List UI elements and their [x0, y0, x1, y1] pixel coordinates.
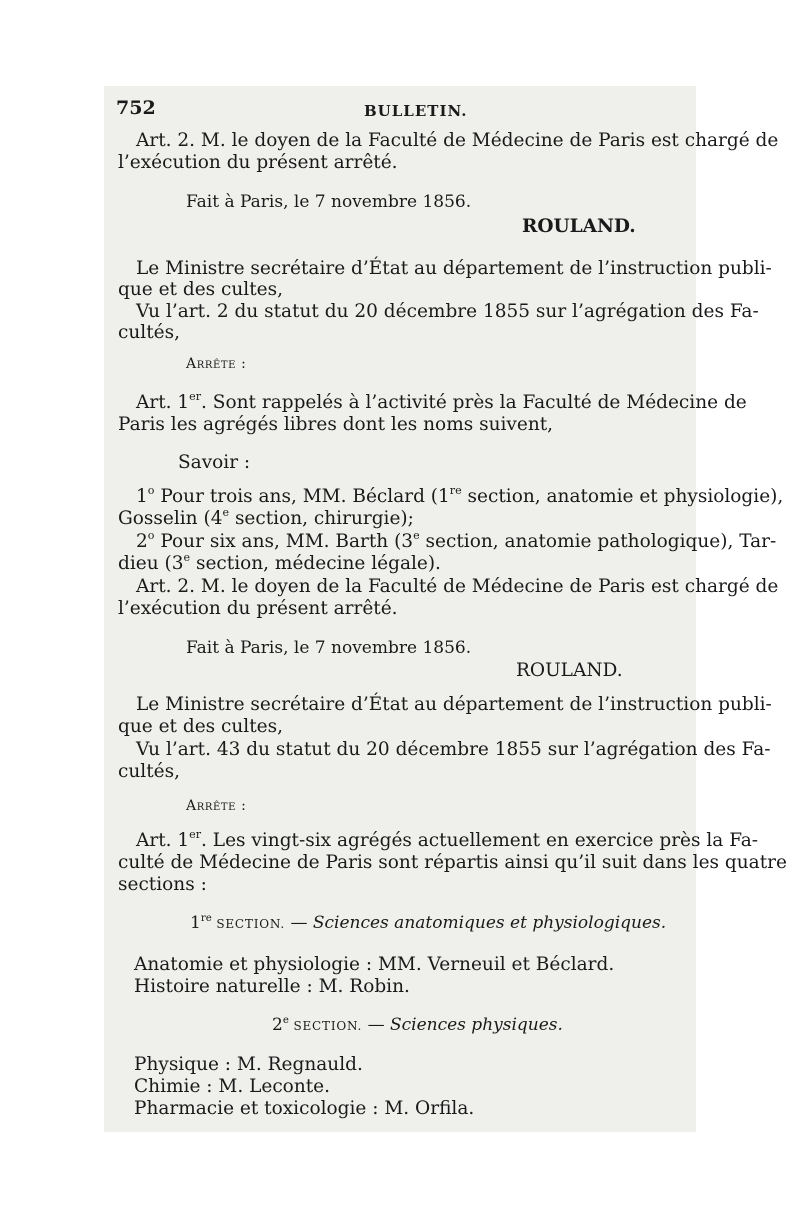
- item-2-line-2-sup: e: [183, 551, 191, 565]
- running-title: BULLETIN.: [364, 102, 468, 120]
- article-1-rest: . Sont rappelés à l’activité près la Faculté de Médecine de: [201, 392, 747, 413]
- item-1-line-2-b: section, chirurgie);: [229, 508, 414, 529]
- article-1b-line-1: [136, 828, 759, 852]
- item-1-line-2: [118, 508, 414, 530]
- item-2-b: section, anatomie pathologique), Tar-: [419, 531, 777, 552]
- section-2-dash: —: [362, 1015, 390, 1035]
- article-1b-line-3: sections :: [118, 874, 207, 895]
- section-2-entry-1: Physique : M. Regnauld.: [134, 1054, 363, 1075]
- article-2b-line-1: Art. 2. M. le doyen de la Faculté de Médecine de Paris est chargé de: [136, 576, 779, 597]
- signature-rouland-2: ROULAND.: [516, 660, 623, 681]
- arrete-label: Arrête :: [186, 356, 247, 372]
- item-2-num: 2: [136, 531, 148, 552]
- section-1-name: Sciences anatomiques et physiologiques.: [312, 913, 667, 933]
- item-2-line-2-b: section, médecine légale).: [190, 553, 441, 574]
- section-2-sup: e: [282, 1014, 289, 1026]
- article-1-line-1: [136, 390, 747, 414]
- item-1-b: section, anatomie et physiologie),: [461, 486, 784, 507]
- section-2-entry-2: Chimie : M. Leconte.: [134, 1076, 331, 1097]
- item-2-sup: o: [147, 529, 155, 543]
- signature-rouland: ROULAND.: [522, 216, 636, 237]
- article-1b-rest: . Les vingt-six agrégés actuellement en exercice près la Fa-: [201, 830, 759, 851]
- article-1b-sup: er: [189, 828, 202, 842]
- item-1-sup2: re: [449, 484, 462, 498]
- item-2-line-2: [118, 553, 441, 575]
- section-2-num: 2: [272, 1015, 283, 1035]
- page-number: 752: [116, 97, 156, 119]
- section-1-entry-2: Histoire naturelle : M. Robin.: [134, 976, 410, 997]
- item-1-sup: o: [147, 484, 155, 498]
- fait-a-paris: Fait à Paris, le 7 novembre 1856.: [186, 192, 472, 212]
- item-2-line-2-a: dieu (3: [118, 553, 184, 574]
- fait-a-paris-2: Fait à Paris, le 7 novembre 1856.: [186, 638, 472, 658]
- article-1b-line-2: culté de Médecine de Paris sont répartis ainsi qu’il suit dans les quatre: [118, 852, 787, 873]
- section-2-label: SECTION.: [288, 1019, 363, 1033]
- item-2-sup2: e: [413, 529, 420, 543]
- section-1-num: 1: [190, 913, 201, 933]
- vu-line-1: Vu l’art. 2 du statut du 20 décembre 1855 sur l’agrégation des Fa-: [136, 301, 759, 322]
- item-2-line-1: [136, 529, 777, 553]
- item-2-a: Pour six ans, MM. Barth (3: [154, 531, 414, 552]
- vu-b-line-2: cultés,: [118, 761, 180, 782]
- item-1-line-2-a: Gosselin (4: [118, 508, 223, 529]
- article-2b-line-2: l’exécution du présent arrêté.: [118, 598, 398, 619]
- minister-line-2: que et des cultes,: [118, 279, 283, 300]
- section-2-name: Sciences physiques.: [389, 1015, 563, 1035]
- section-1-sup: re: [200, 912, 212, 924]
- minister-b-line-2: que et des cultes,: [118, 716, 283, 737]
- section-1-dash: —: [285, 913, 313, 933]
- item-1-line-1: [136, 484, 784, 508]
- article-2-line-2: l’exécution du présent arrêté.: [118, 152, 398, 173]
- item-1-line-2-sup: e: [222, 506, 230, 520]
- section-2-entry-3: Pharmacie et toxicologie : M. Orfila.: [134, 1098, 475, 1119]
- article-1-sup: er: [189, 390, 202, 404]
- section-1-label: SECTION.: [211, 917, 286, 931]
- vu-line-2: cultés,: [118, 322, 180, 343]
- article-2-line-1: Art. 2. M. le doyen de la Faculté de Médecine de Paris est chargé de: [136, 130, 779, 151]
- section-2-heading: [272, 1014, 563, 1037]
- minister-line-1: Le Ministre secrétaire d’État au département de l’instruction publi-: [136, 258, 772, 279]
- item-1-a: Pour trois ans, MM. Béclard (1: [154, 486, 450, 507]
- section-1-heading: [190, 912, 666, 935]
- article-1-line-2: Paris les agrégés libres dont les noms suivent,: [118, 414, 554, 435]
- section-1-entry-1: Anatomie et physiologie : MM. Verneuil et Béclard.: [134, 954, 615, 975]
- item-1-num: 1: [136, 486, 148, 507]
- article-1b-prefix: Art. 1: [136, 830, 190, 851]
- arrete-label-2: Arrête :: [186, 798, 247, 814]
- minister-b-line-1: Le Ministre secrétaire d’État au département de l’instruction publi-: [136, 694, 772, 715]
- vu-b-line-1: Vu l’art. 43 du statut du 20 décembre 1855 sur l’agrégation des Fa-: [136, 739, 771, 760]
- article-1-prefix: Art. 1: [136, 392, 190, 413]
- savoir-label: Savoir :: [178, 452, 251, 473]
